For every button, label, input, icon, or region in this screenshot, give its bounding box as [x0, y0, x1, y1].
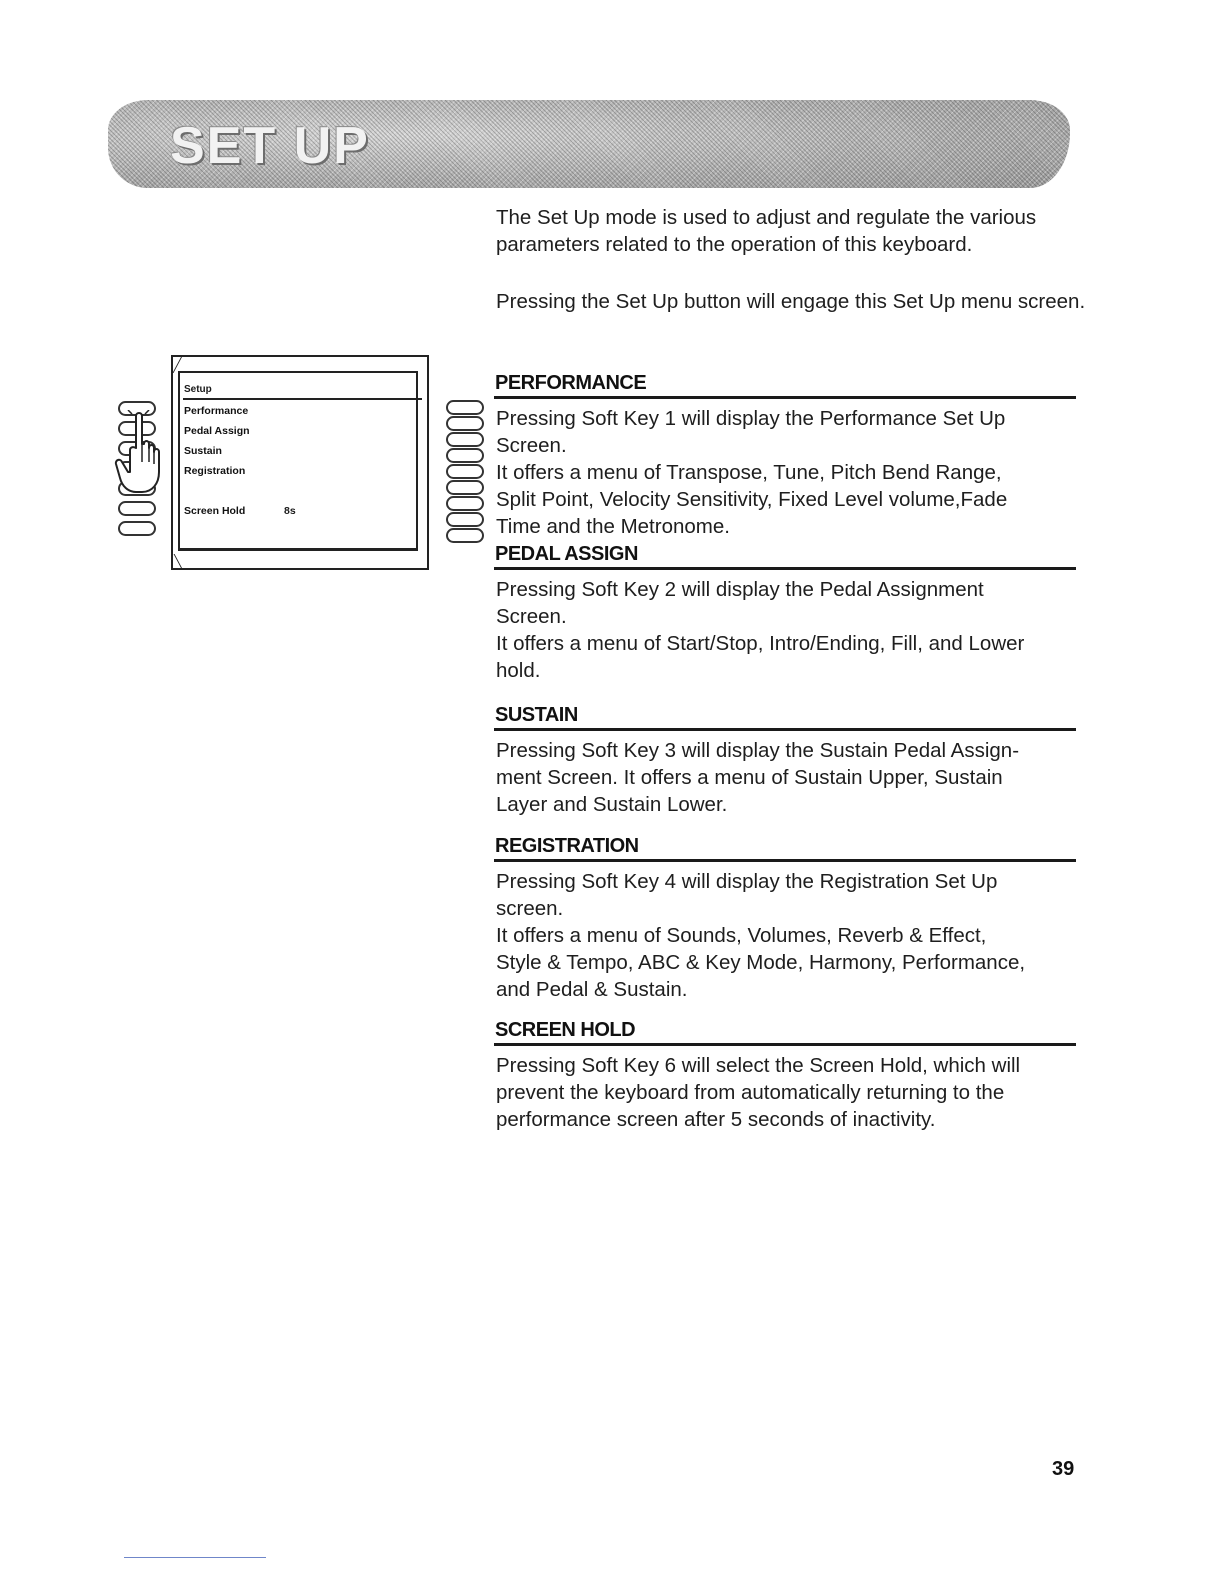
section-pedal-assign — [494, 542, 1076, 684]
soft-key-icon — [446, 480, 484, 495]
soft-key-icon — [118, 501, 156, 516]
text-line: prevent the keyboard from automatically returning to the — [496, 1081, 1005, 1104]
section-registration — [494, 834, 1076, 1003]
lcd-bevel — [166, 554, 182, 568]
text-line: Pressing Soft Key 6 will select the Screen Hold, which will — [496, 1054, 1021, 1077]
text-line: Time and the Metronome. — [496, 515, 730, 538]
soft-key-icon — [446, 432, 484, 447]
text-line: screen. — [496, 897, 564, 920]
text-line: Split Point, Velocity Sensitivity, Fixed Level volume,Fade — [496, 488, 1008, 511]
text-line: Pressing Soft Key 2 will display the Pedal Assignment — [496, 578, 984, 601]
section-heading: SUSTAIN — [494, 703, 1076, 731]
soft-key-icon — [118, 521, 156, 536]
text-line: It offers a menu of Transpose, Tune, Pitch Bend Range, — [496, 461, 1002, 484]
page-number: 39 — [1052, 1458, 1075, 1480]
pointing-hand-icon — [110, 410, 170, 500]
section-body — [494, 399, 1076, 540]
text-line: Pressing Soft Key 4 will display the Registration Set Up — [496, 870, 998, 893]
section-body — [494, 570, 1076, 684]
soft-key-icon — [446, 464, 484, 479]
lcd-menu-item-registration: Registration — [184, 465, 246, 477]
text-line: hold. — [496, 659, 541, 682]
text-line: It offers a menu of Start/Stop, Intro/Ending, Fill, and Lower — [496, 632, 1025, 655]
soft-key-icon — [446, 512, 484, 527]
page-title: SET UP — [170, 117, 370, 175]
intro-paragraph: The Set Up mode is used to adjust and regulate the various parameters related to the operation of this keyboard. — [496, 206, 1037, 256]
section-body — [494, 862, 1076, 1003]
text-line: Pressing Soft Key 1 will display the Performance Set Up — [496, 407, 1006, 430]
lcd-menu-item-screen-hold: Screen Hold — [184, 505, 246, 517]
text-line: Screen. — [496, 605, 567, 628]
text-line: Style & Tempo, ABC & Key Mode, Harmony, Performance, — [496, 951, 1026, 974]
lcd-screen-hold-value: 8s — [284, 505, 296, 517]
section-heading: PEDAL ASSIGN — [494, 542, 1076, 570]
lcd-menu-item-sustain: Sustain — [184, 445, 222, 457]
section-performance — [494, 371, 1076, 540]
section-body — [494, 731, 1076, 818]
section-heading: PERFORMANCE — [494, 371, 1076, 399]
text-line: It offers a menu of Sounds, Volumes, Reverb & Effect, — [496, 924, 987, 947]
text-line: Layer and Sustain Lower. — [496, 793, 728, 816]
text-line: Screen. — [496, 434, 567, 457]
text-line: Pressing Soft Key 3 will display the Sustain Pedal Assign- — [496, 739, 1020, 762]
soft-key-icon — [446, 496, 484, 511]
lcd-title: Setup — [183, 382, 422, 400]
soft-key-icon — [446, 400, 484, 415]
soft-key-icon — [446, 528, 484, 543]
text-line: performance screen after 5 seconds of inactivity. — [496, 1108, 936, 1131]
text-line: and Pedal & Sustain. — [496, 978, 688, 1001]
soft-key-icon — [446, 416, 484, 431]
intro-paragraph-2: Pressing the Set Up button will engage this Set Up menu screen. — [496, 290, 1086, 313]
lcd-screen — [171, 355, 429, 570]
lcd-menu-item-pedal-assign: Pedal Assign — [184, 425, 250, 437]
footer-rule — [124, 1557, 266, 1558]
title-banner — [108, 100, 1070, 188]
section-screen-hold — [494, 1018, 1076, 1133]
section-heading: SCREEN HOLD — [494, 1018, 1076, 1046]
section-heading: REGISTRATION — [494, 834, 1076, 862]
lcd-menu-item-performance: Performance — [184, 405, 249, 417]
text-line: ment Screen. It offers a menu of Sustain Upper, Sustain — [496, 766, 1003, 789]
section-body — [494, 1046, 1076, 1133]
soft-key-icon — [446, 448, 484, 463]
section-sustain — [494, 703, 1076, 818]
